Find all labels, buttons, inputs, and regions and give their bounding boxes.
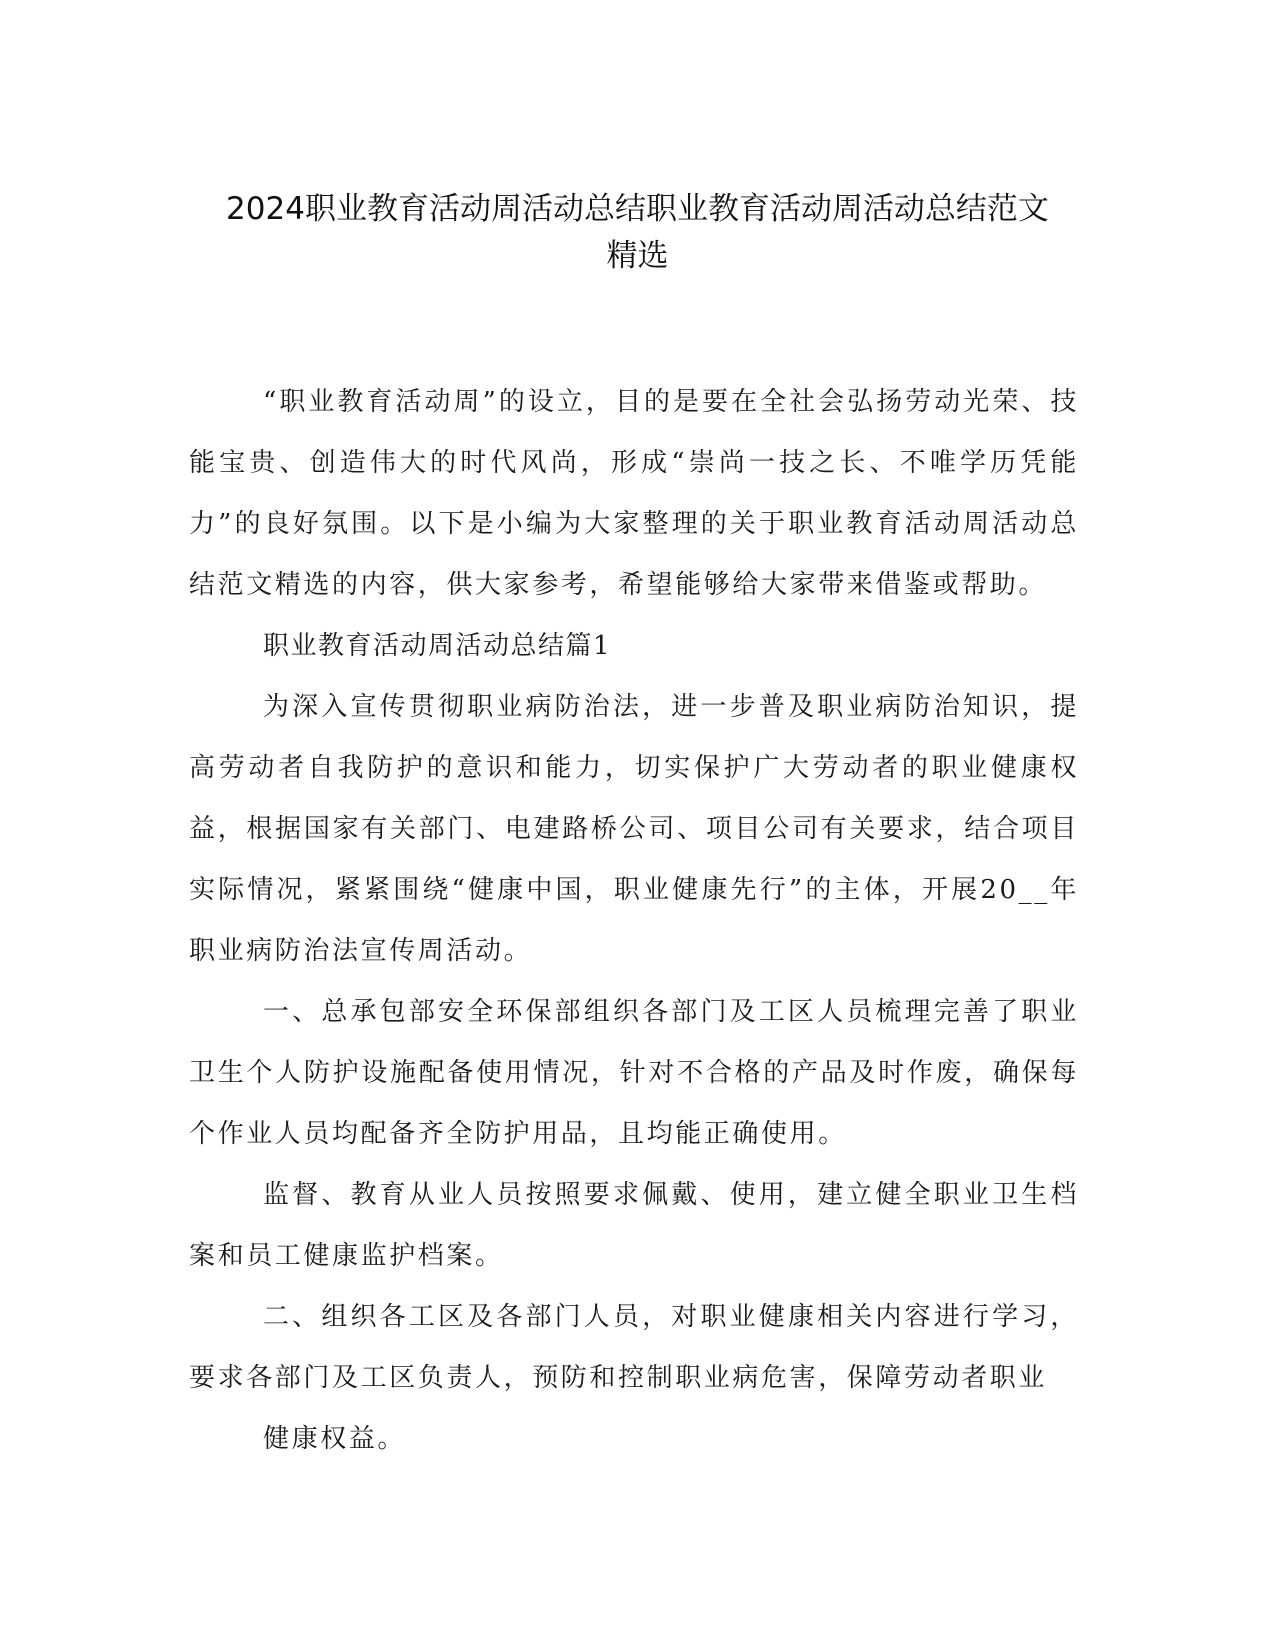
body-paragraph: 监督、教育从业人员按照要求佩戴、使用，建立健全职业卫生档案和员工健康监护档案。 [189, 1180, 1079, 1271]
title-line-2: 精选 [606, 238, 669, 274]
body-paragraph: 健康权益。 [263, 1424, 407, 1454]
document-title [150, 186, 1125, 280]
body-paragraph: 二、组织各工区及各部门人员，对职业健康相关内容进行学习，要求各部门及工区负责人，预防和控制职业病危害，保障劳动者职业 [189, 1302, 1079, 1393]
intro-paragraph: “职业教育活动周”的设立，目的是要在全社会弘扬劳动光荣、技能宝贵、创造伟大的时代风尚，形成“崇尚一技之长、不唯学历凭能力”的良好氛围。以下是小编为大家整理的关于职业教育活动周活动总结范文精选的内容，供大家参考，希望能够给大家带来借鉴或帮助。 [189, 387, 1079, 600]
body-paragraph: 一、总承包部安全环保部组织各部门及工区人员梳理完善了职业卫生个人防护设施配备使用情况，针对不合格的产品及时作废，确保每个作业人员均配备齐全防护用品，且均能正确使用。 [189, 997, 1079, 1149]
document-body [189, 372, 1079, 1470]
section-heading: 职业教育活动周活动总结篇1 [263, 631, 612, 661]
title-line-1: 2024职业教育活动周活动总结职业教育活动周活动总结范文 [226, 191, 1049, 227]
body-paragraph: 为深入宣传贯彻职业病防治法，进一步普及职业病防治知识，提高劳动者自我防护的意识和能力，切实保护广大劳动者的职业健康权益，根据国家有关部门、电建路桥公司、项目公司有关要求，结合项目实际情况，紧紧围绕“健康中国，职业健康先行”的主体，开展20__年职业病防治法宣传周活动。 [189, 692, 1079, 966]
